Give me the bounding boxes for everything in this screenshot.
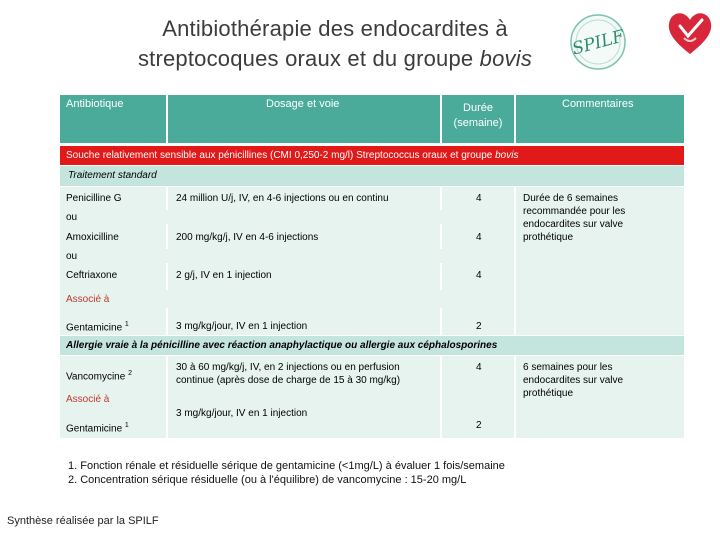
dose-vancomycine: 30 à 60 mg/kg/j, IV, en 2 injections ou en perfusion continue (après dose de charge de 15 à 30 mg/kg) — [176, 362, 401, 386]
footnotes — [68, 459, 505, 487]
dose-gentamicine-standard: 3 mg/kg/jour, IV en 1 injection — [176, 321, 308, 332]
footnote-ref-1b: 1 — [124, 422, 129, 429]
drug-vancomycine-text: Vancomycine — [66, 371, 126, 383]
duration-ceftriaxone: 4 — [476, 270, 482, 281]
header-antibiotic-label: Antibiotique — [66, 98, 124, 110]
title-line-2-italic: bovis — [479, 46, 533, 71]
standard-full-row-assoc — [60, 290, 514, 308]
title-line-1: Antibiothérapie des endocardites à — [162, 16, 508, 41]
allergy-label: Allergie vraie à la pénicilline avec réaction anaphylactique ou allergie aux céphalosporines — [66, 340, 498, 351]
drug-penicilline: Penicilline G — [66, 193, 122, 204]
footnote-ref-2: 2 — [128, 370, 132, 377]
drug-ceftriaxone: Ceftriaxone — [66, 270, 118, 281]
duration-gentamicine-standard: 2 — [476, 321, 482, 332]
standard-treatment-label: Traitement standard — [68, 170, 157, 181]
footnote-2: 2. Concentration sérique résiduelle (ou à l'équilibre) de vancomycine : 15-20 mg/L — [68, 474, 467, 486]
or-label-2: ou — [66, 251, 78, 262]
duration-penicilline: 4 — [476, 193, 482, 204]
standard-treatment-band — [60, 166, 684, 186]
duration-gentamicine-allergy: 2 — [476, 420, 482, 431]
associated-label-standard: Associé à — [66, 294, 110, 305]
svg-text:SPILF: SPILF — [570, 26, 627, 60]
spilf-logo — [568, 12, 628, 72]
dose-amoxicilline: 200 mg/kg/j, IV en 4-6 injections — [176, 232, 319, 243]
dose-penicilline: 24 million U/j, IV, en 4-6 injections ou en continu — [176, 193, 389, 204]
header-dosage — [168, 95, 440, 143]
dose-ceftriaxone: 2 g/j, IV en 1 injection — [176, 270, 272, 281]
susceptibility-text: Souche relativement sensible aux pénicillines (CMI 0,250-2 mg/l) Streptococcus oraux et groupe — [66, 150, 496, 161]
comment-allergy: 6 semaines pour les endocardites sur valve prothétique — [523, 362, 624, 399]
associated-label-allergy: Associé à — [66, 394, 110, 405]
title-line-2 — [100, 44, 570, 74]
susceptibility-band — [60, 146, 684, 165]
duration-amoxicilline: 4 — [476, 232, 482, 243]
drug-amoxicilline: Amoxicilline — [66, 232, 119, 243]
drug-gentamicine-allergy-text: Gentamicine — [66, 423, 123, 435]
duration-vancomycine: 4 — [476, 362, 482, 373]
or-label-1: ou — [66, 212, 78, 223]
drug-gentamicine-standard-text: Gentamicine — [66, 322, 123, 334]
footnote-ref-1: 1 — [124, 321, 129, 328]
header-comments — [516, 95, 684, 143]
title-line-2-text: streptocoques oraux et du groupe — [137, 46, 480, 71]
header-duration-label: Durée (semaine) — [453, 102, 503, 129]
header-comments-label: Commentaires — [562, 98, 634, 110]
slide-title — [100, 14, 570, 74]
standard-full-row-or2 — [60, 249, 514, 263]
susceptibility-italic: bovis — [495, 150, 519, 161]
heart-logo — [666, 8, 714, 58]
comment-standard: Durée de 6 semaines recommandée pour les endocardites sur valve prothétique — [523, 193, 626, 243]
header-duration — [442, 95, 514, 143]
footer-credit: Synthèse réalisée par la SPILF — [7, 515, 159, 527]
drug-gentamicine-standard — [66, 318, 129, 334]
header-antibiotic — [60, 95, 166, 143]
header-dosage-label: Dosage et voie — [266, 98, 340, 110]
footnote-1: 1. Fonction rénale et résiduelle sérique de gentamicine (<1mg/L) à évaluer 1 fois/semaine — [68, 460, 505, 472]
allergy-band — [60, 336, 684, 355]
standard-full-row-or1 — [60, 210, 514, 224]
drug-gentamicine-allergy — [66, 419, 129, 435]
drug-vancomycine — [66, 367, 132, 383]
dose-gentamicine-allergy: 3 mg/kg/jour, IV en 1 injection — [176, 408, 308, 419]
